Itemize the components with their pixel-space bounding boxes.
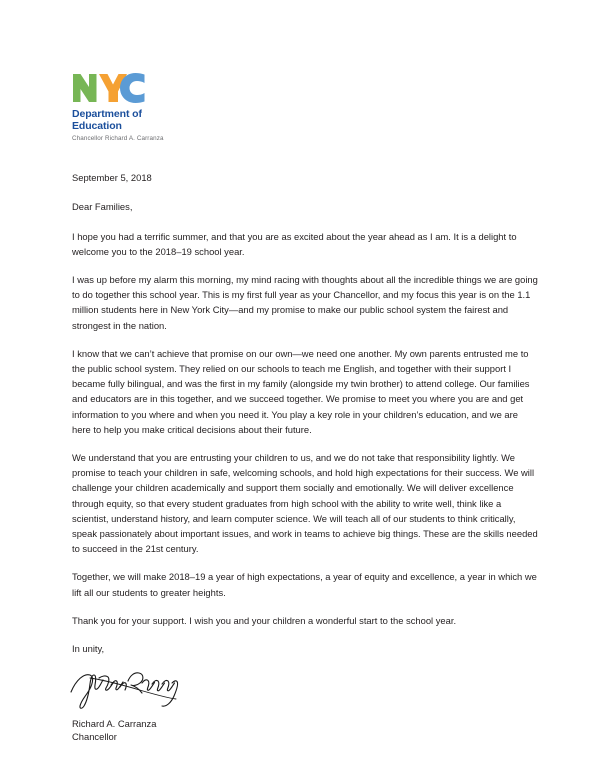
letter-salutation: Dear Families, <box>72 200 133 212</box>
letterhead-chancellor-line: Chancellor Richard A. Carranza <box>72 134 164 142</box>
letterhead-department <box>72 109 538 132</box>
letter-date: September 5, 2018 <box>72 171 152 183</box>
letterhead-department-line1: Department of <box>72 108 142 120</box>
letterhead <box>72 72 538 143</box>
letter-paragraph: I was up before my alarm this morning, my mind racing with thoughts about all the incredible things we are going to do together this school year. This is my first full year as your Chancellor, and my focus this year is on the 1.1 million students here in New York City—and my promise to make our public school system the fairest and strongest in the nation. <box>72 273 538 331</box>
signature-icon <box>68 663 188 711</box>
nyc-logo-icon <box>72 72 160 104</box>
signoff-title: Chancellor <box>72 731 117 743</box>
letter-paragraph: We understand that you are entrusting your children to us, and we do not take that responsibility lightly. We promise to teach your children in safe, welcoming schools, and hold high expectations for their success. We will challenge your children academically and support them socially and emotionally. We will deliver excellence through equity, so that every student graduates from high school with the ability to write well, think like a scientist, understand history, and learn computer science. We will teach all of our students to think critically, speak passionately about important issues, and work in teams to achieve big things. These are the skills needed to succeed in the 21st century. <box>72 451 538 555</box>
letter-paragraph: Thank you for your support. I wish you and your children a wonderful start to the school year. <box>72 614 457 626</box>
signoff-name: Richard A. Carranza <box>72 717 157 729</box>
letter-body <box>72 72 538 744</box>
letter-closing: In unity, <box>72 642 105 654</box>
letterhead-department-line2: Education <box>72 119 122 132</box>
letter-paragraph: I hope you had a terrific summer, and that you are as excited about the year ahead as I am. It is a delight to welcome you to the 2018–19 school year. <box>72 230 517 257</box>
letter-paragraph: I know that we can’t achieve that promise on our own—we need one another. My own parents entrusted me to the public school system. They relied on our schools to teach me English, and together with their support I became fully bilingual, and was the first in my family (alongside my twin brother) to attend college. Our families and educators are in this together, and we succeed together. We promise to meet you where you are and get information to you where and when you need it. You play a key role in your children’s education, and we are here to help you make critical decisions about their future. <box>72 347 530 435</box>
letter-paragraph: Together, we will make 2018–19 a year of high expectations, a year of equity and excellence, a year in which we lift all our students to greater heights. <box>72 571 537 598</box>
